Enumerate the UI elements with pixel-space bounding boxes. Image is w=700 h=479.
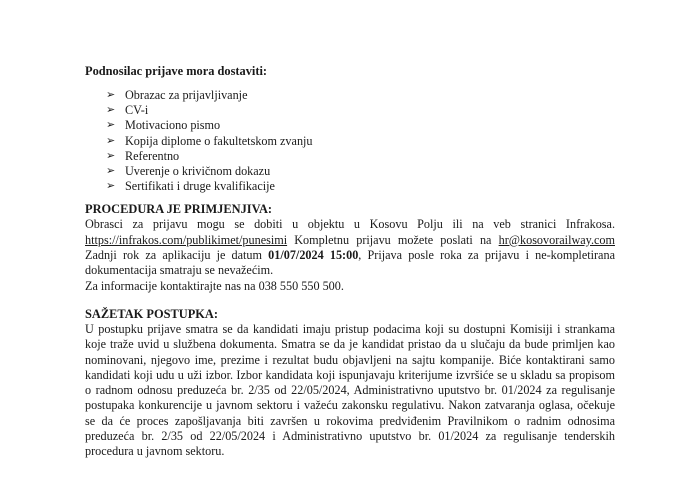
procedure-line: Obrasci za prijavu mogu se dobiti u objektu u Kosovu Polju ili na veb stranici Infrakosa.	[85, 217, 615, 232]
arrow-bullet-icon: ➢	[106, 89, 116, 101]
arrow-bullet-icon: ➢	[106, 119, 116, 132]
required-documents-list	[85, 88, 615, 194]
summary-section	[85, 307, 615, 460]
arrow-bullet-icon: ➢	[106, 134, 116, 147]
list-item: ➢ Referentno	[106, 148, 180, 163]
list-item: ➢ Obrazac za prijavljivanje	[106, 88, 248, 102]
hr-email-link[interactable]: hr@kosovorailway.com	[498, 232, 615, 247]
arrow-bullet-icon: ➢	[106, 180, 116, 193]
arrow-bullet-icon: ➢	[106, 149, 116, 162]
summary-heading: SAŽETAK POSTUPKA:	[85, 306, 218, 321]
deadline-date: 01/07/2024 15:00	[268, 248, 359, 263]
infrakos-link[interactable]: https://infrakos.com/publikimet/punesimi	[85, 232, 288, 247]
requirements-heading: Podnosilac prijave mora dostaviti:	[85, 64, 268, 78]
summary-paragraph: U postupku prijave smatra se da kandidati imaju pristup podacima koji su dostupni Komisiji i strankama koje traže uvid u službena dokumenta. Smatra se da je kandidat pristao da u slučaju da bude primljen kao nominovani, njegovo ime, prezime i rezultat budu objavljeni na sajtu kompanije. Biće kontaktirani samo kandidati koji udu u uži izbor. Izbor kandidata koji ispunjavaju kriterijume izvršiće se u skladu sa propisom o radnom odnosu preduzeća br. 2/35 od 22/05/2024, Administrativno uputstvo br. 01/2024 za regulisanje postupaka konkurencije u javnom sektoru i važeću zakonsku regulativu. Nakon zatvaranja oglasa, očekuje se da će proces zapošljavanja biti završen u rokovima predviđenim Pravilnikom o radnim odnosima preduzeća br. 2/35 od 22/05/2024 i Administrativno uputstvo br. 01/2024 za regulisanje tenderskih procedura u javnom sektoru.	[85, 321, 615, 459]
arrow-bullet-icon: ➢	[106, 104, 116, 117]
list-item: ➢ CV-i	[106, 103, 149, 118]
procedure-heading: PROCEDURA JE PRIMJENJIVA:	[85, 202, 273, 217]
list-item: ➢ Uverenje o krivičnom dokazu	[106, 164, 271, 179]
list-item: ➢ Kopija diplome o fakultetskom zvanju	[106, 133, 313, 148]
document-body	[85, 64, 615, 460]
list-item: ➢ Sertifikati i druge kvalifikacije	[106, 179, 275, 194]
contact-info: Za informacije kontaktirajte nas na 038 550 550 500.	[85, 278, 344, 293]
list-item: ➢ Motivaciono pismo	[106, 118, 221, 133]
arrow-bullet-icon: ➢	[106, 165, 116, 178]
procedure-section	[85, 202, 615, 293]
procedure-paragraph: https://infrakos.com/publikimet/punesimi Kompletnu prijavu možete poslati na hr@kosovorailway.com Zadnji rok za aplikaciju je datum 01/07/2024 15:00, Prijava posle roka za prijavu i ne-kompletirana dokumentacija smatraju se nevažećim.	[85, 232, 615, 278]
